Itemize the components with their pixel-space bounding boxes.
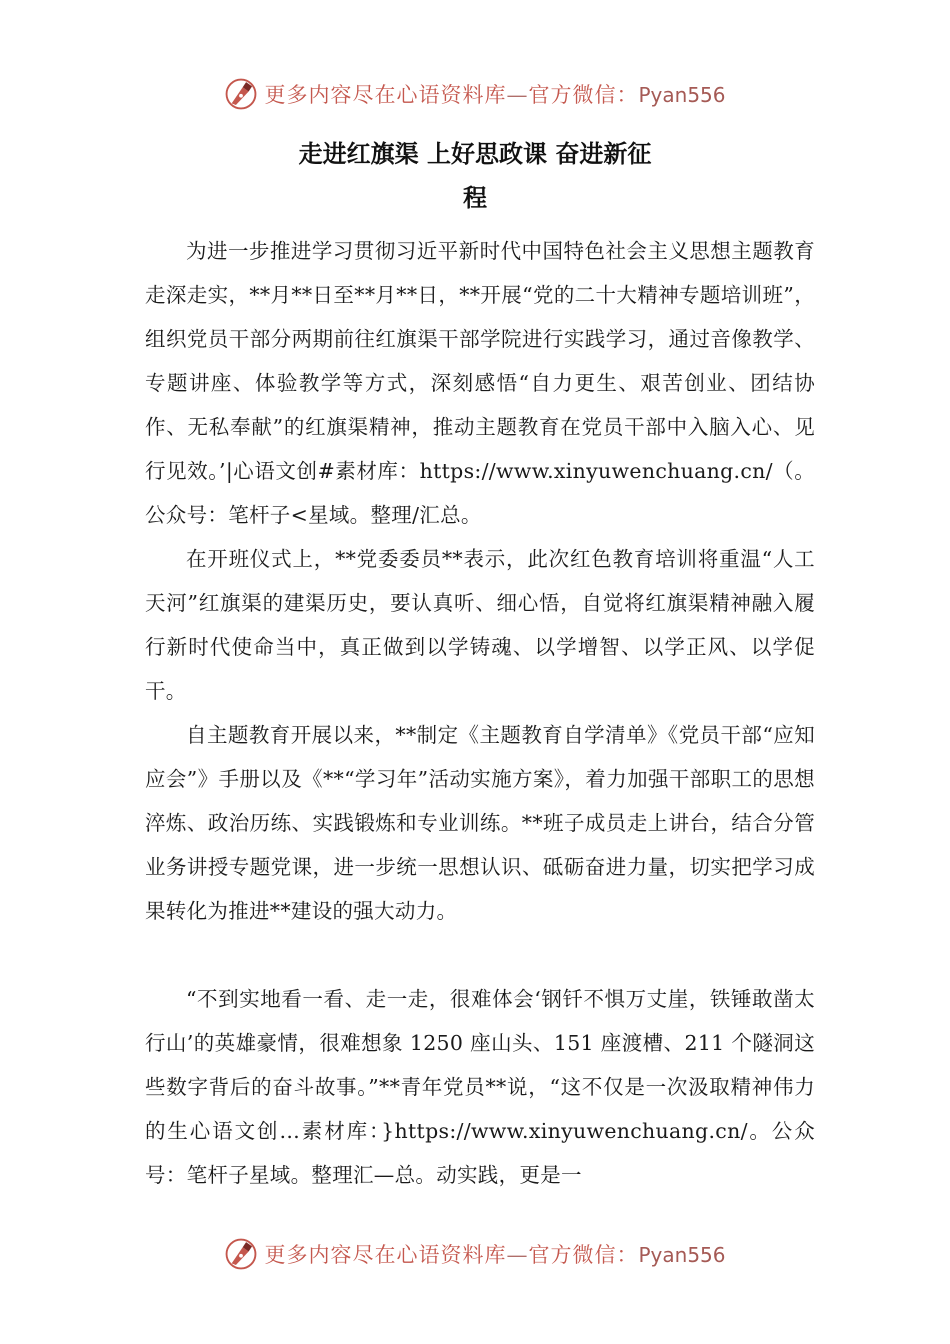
banner-text — [264, 1239, 725, 1269]
banner-separator: — — [506, 1243, 529, 1267]
banner-wechat-id: Pyan556 — [638, 83, 726, 107]
banner-wechat-label: 官方微信： — [528, 1243, 639, 1267]
title-line-1: 走进红旗渠 上好思政课 奋进新征 — [298, 140, 652, 168]
footer-banner — [0, 1232, 950, 1276]
paragraph-4: “不到实地看一看、走一走，很难体会‘钢钎不惧万丈崖，铁锤敢凿太行山’的英雄豪情，很难想象 1250 座山头、151 座渡槽、211 个隧洞这些数字背后的奋斗故事。”**青年党员**说，“这不仅是一次汲取精神伟力的生心语文创…素材库：}https://www.xinyuwenchuang.cn/。公众号：笔杆子星域。整理汇—总。动实践，更是一 — [145, 987, 815, 1187]
banner-text — [264, 79, 725, 109]
pen-nib-logo-icon — [224, 77, 258, 111]
banner-site-text: 更多内容尽在心语资料库 — [264, 83, 507, 107]
document-title — [250, 132, 700, 220]
title-line-2: 程 — [463, 184, 487, 212]
pen-nib-logo-icon — [224, 1237, 258, 1271]
paragraph-2: 在开班仪式上，**党委委员**表示，此次红色教育培训将重温“人工天河”红旗渠的建渠历史，要认真听、细心悟，自觉将红旗渠精神融入履行新时代使命当中，真正做到以学铸魂、以学增智、以学正风、以学促干。 — [145, 547, 815, 703]
document-body — [145, 229, 815, 1197]
banner-separator: — — [506, 83, 529, 107]
paragraph-3: 自主题教育开展以来，**制定《主题教育自学清单》《党员干部“应知应会”》手册以及《**“学习年”活动实施方案》，着力加强干部职工的思想淬炼、政治历练、实践锻炼和专业训练。**班子成员走上讲台，结合分管业务讲授专题党课，进一步统一思想认识、砥砺奋进力量，切实把学习成果转化为推进**建设的强大动力。 — [145, 723, 815, 923]
paragraph-1: 为进一步推进学习贯彻习近平新时代中国特色社会主义思想主题教育走深走实，**月**日至**月**日，**开展“党的二十大精神专题培训班”，组织党员干部分两期前往红旗渠干部学院进行实践学习，通过音像教学、专题讲座、体验教学等方式，深刻感悟“自力更生、艰苦创业、团结协作、无私奉献”的红旗渠精神，推动主题教育在党员干部中入脑入心、见行见效。’|心语文创#素材库：https://www.xinyuwenchuang.cn/（。公众号：笔杆子<星域。整理/汇总。 — [145, 239, 815, 527]
banner-wechat-id: Pyan556 — [638, 1243, 726, 1267]
header-banner — [0, 72, 950, 116]
banner-site-text: 更多内容尽在心语资料库 — [264, 1243, 507, 1267]
banner-wechat-label: 官方微信： — [528, 83, 639, 107]
